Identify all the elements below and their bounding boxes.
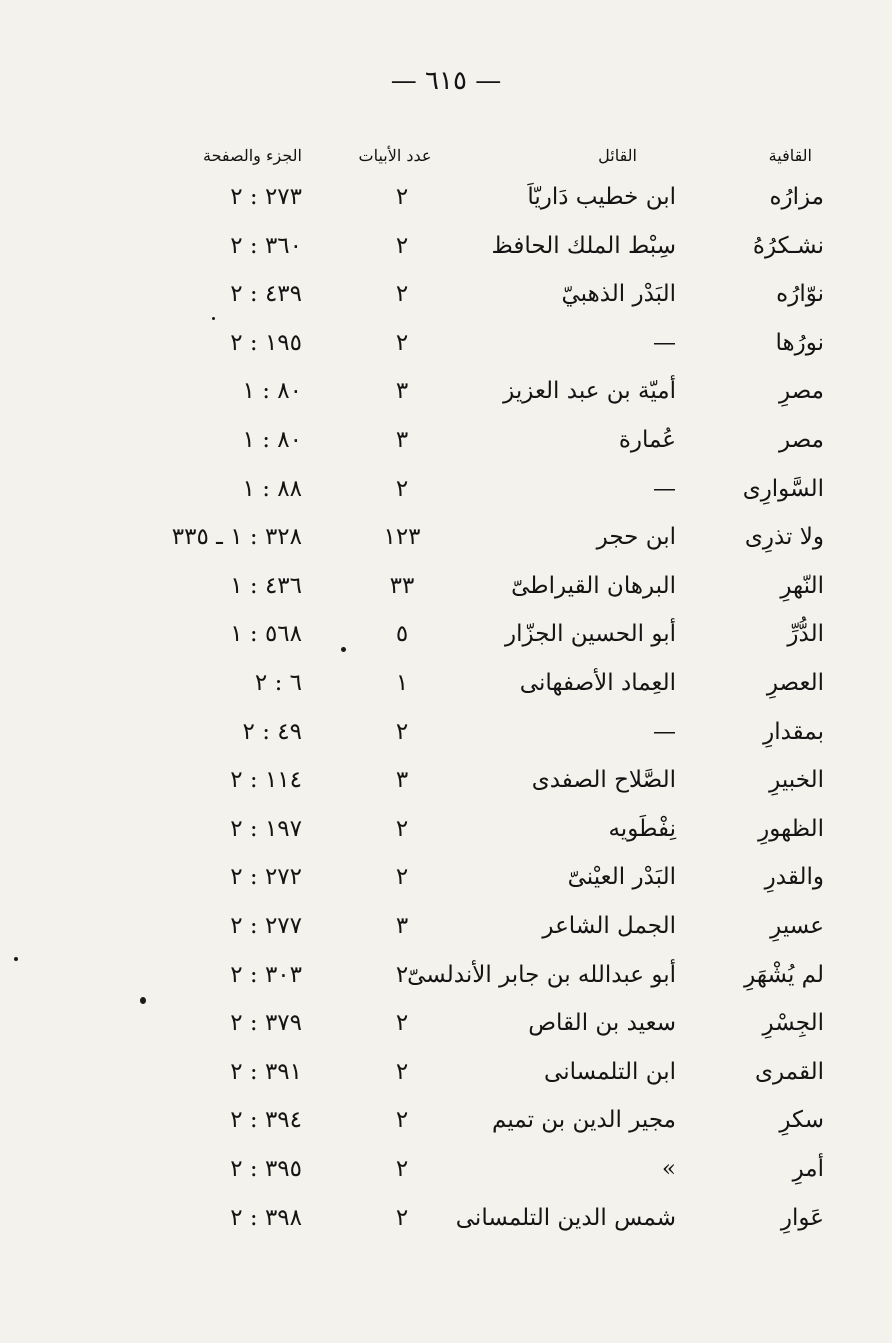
verses-cell: ٣: [395, 767, 409, 794]
rhyme-cell: مزارُه: [769, 184, 824, 210]
header-rhyme: القافية: [768, 146, 812, 165]
rhyme-cell: عَوارِ: [780, 1204, 824, 1231]
poet-cell: البرهان القيراطىّ: [511, 572, 676, 599]
table-row: [0, 470, 892, 518]
rhyme-cell: الظهورِ: [758, 815, 824, 842]
rhyme-cell: والقدرِ: [764, 864, 824, 891]
table-row: [0, 810, 892, 858]
table-row: [0, 1199, 892, 1247]
header-poet: القائل: [598, 146, 637, 165]
table-row: [0, 178, 892, 226]
reference-cell: ٨٨ : ١: [242, 475, 302, 502]
table-row: [0, 956, 892, 1004]
rhyme-cell: مصر: [779, 427, 824, 453]
table-row: [0, 372, 892, 420]
reference-cell: ٣٩٨ : ٢: [230, 1204, 302, 1231]
reference-cell: ٢٧٢ : ٢: [230, 864, 302, 891]
verses-cell: ٢: [395, 281, 409, 308]
ink-speck: [14, 957, 18, 961]
verses-cell: ٥: [395, 621, 409, 648]
table-row: [0, 518, 892, 566]
rhyme-cell: لم يُشْهَرِ: [744, 961, 824, 988]
reference-cell: ٤٣٩ : ٢: [230, 281, 302, 308]
table-row: [0, 858, 892, 906]
table-row: [0, 421, 892, 469]
rhyme-cell: سكرِ: [779, 1107, 824, 1134]
header-verses: عدد الأبيات: [358, 146, 432, 165]
rhyme-cell: نشـكرُهُ: [752, 232, 824, 259]
verses-cell: ٣: [395, 427, 409, 453]
poet-cell: أبو الحسين الجزّار: [505, 621, 676, 648]
table-row: [0, 1150, 892, 1198]
reference-cell: ٢٧٧ : ٢: [230, 913, 302, 939]
reference-cell: ٣٩٥ : ٢: [230, 1156, 302, 1182]
verses-cell: ٣: [395, 913, 409, 939]
header-reference: الجزء والصفحة: [202, 146, 302, 165]
poet-cell: الصَّلاح الصفدى: [531, 767, 676, 794]
verses-cell: ١: [395, 670, 409, 696]
poet-cell: سِبْط الملك الحافظ: [491, 232, 676, 259]
table-row: [0, 615, 892, 663]
rhyme-cell: نوّارُه: [776, 281, 824, 308]
verses-cell: ٣٣: [389, 572, 415, 599]
poet-cell: أبو عبدالله بن جابر الأندلسىّ: [407, 961, 676, 988]
verses-cell: ٢: [395, 815, 409, 842]
poet-cell: —: [653, 718, 676, 745]
verses-cell: ٢: [395, 1156, 409, 1182]
reference-cell: ٨٠ : ١: [242, 378, 302, 405]
verses-cell: ١٢٣: [383, 524, 421, 551]
poet-cell: البَدْر الذهبيّ: [561, 281, 676, 308]
poet-cell: نِفْطَويه: [608, 815, 676, 842]
rhyme-cell: السَّوارِى: [742, 475, 824, 502]
rhyme-cell: أمرِ: [792, 1156, 824, 1182]
rhyme-cell: الدُّرِّ: [787, 621, 824, 648]
poet-cell: العِماد الأصفهانى: [519, 670, 676, 696]
verses-cell: ٢: [395, 1010, 409, 1037]
verses-cell: ٢: [395, 864, 409, 891]
poet-cell: عُمارة: [618, 427, 676, 453]
table-row: [0, 227, 892, 275]
rhyme-cell: نورُها: [775, 329, 824, 356]
reference-cell: ١٩٧ : ٢: [230, 815, 302, 842]
verses-cell: ٣: [395, 378, 409, 405]
poet-cell: البَدْر العيْنىّ: [567, 864, 676, 891]
poet-cell: —: [653, 475, 676, 502]
reference-cell: ٤٣٦ : ١: [230, 572, 302, 599]
reference-cell: ٢٧٣ : ٢: [230, 184, 302, 210]
table-row: [0, 713, 892, 761]
reference-cell: ٣٧٩ : ٢: [230, 1010, 302, 1037]
reference-cell: ٨٠ : ١: [242, 427, 302, 453]
verses-cell: ٢: [395, 961, 409, 988]
rhyme-cell: العصرِ: [766, 670, 824, 696]
verses-cell: ٢: [395, 718, 409, 745]
rhyme-cell: مصرِ: [779, 378, 824, 405]
reference-cell: ٣٢٨ : ١ ـ ٣٣٥: [171, 524, 302, 551]
rhyme-cell: القمرى: [754, 1058, 824, 1085]
poet-cell: الجمل الشاعر: [542, 913, 676, 939]
reference-cell: ٣٦٠ : ٢: [230, 232, 302, 259]
reference-cell: ١١٤ : ٢: [230, 767, 302, 794]
ink-speck: [341, 647, 346, 652]
page-number: — ٦١٥ —: [390, 66, 502, 96]
table-row: [0, 664, 892, 712]
reference-cell: ٥٦٨ : ١: [230, 621, 302, 648]
verses-cell: ٢: [395, 232, 409, 259]
reference-cell: ٣٩٤ : ٢: [230, 1107, 302, 1134]
table-row: [0, 907, 892, 955]
rhyme-cell: بمقدارِ: [763, 718, 824, 745]
table-row: [0, 1101, 892, 1149]
poet-cell: سعيد بن القاص: [528, 1010, 676, 1037]
poet-cell: ابن حجر: [596, 524, 676, 551]
verses-cell: ٢: [395, 475, 409, 502]
verses-cell: ٢: [395, 1204, 409, 1231]
poet-cell: أميّة بن عبد العزيز: [503, 378, 676, 405]
rhyme-cell: الخبيرِ: [769, 767, 824, 794]
verses-cell: ٢: [395, 1107, 409, 1134]
table-row: [0, 567, 892, 615]
rhyme-cell: ولا تذرِى: [744, 524, 824, 551]
reference-cell: ١٩٥ : ٢: [230, 329, 302, 356]
ink-speck: [212, 317, 215, 320]
table-row: [0, 275, 892, 323]
table-row: [0, 1004, 892, 1052]
poet-cell: ابن التلمسانى: [544, 1058, 676, 1085]
rhyme-cell: الجِسْرِ: [762, 1010, 824, 1037]
poet-cell: ابن خطيب دَاريّاَ: [527, 184, 676, 210]
verses-cell: ٢: [395, 329, 409, 356]
poet-cell: »: [661, 1156, 676, 1182]
table-header: [0, 142, 892, 172]
reference-cell: ٣٠٣ : ٢: [230, 961, 302, 988]
rhyme-cell: عسيرِ: [770, 913, 824, 939]
table-row: [0, 761, 892, 809]
poet-cell: مجير الدين بن تميم: [492, 1107, 676, 1134]
ink-speck: [140, 997, 146, 1004]
rhyme-cell: النّهرِ: [780, 572, 824, 599]
verses-cell: ٢: [395, 1058, 409, 1085]
table-row: [0, 1053, 892, 1101]
reference-cell: ٦ : ٢: [254, 670, 302, 696]
reference-cell: ٣٩١ : ٢: [230, 1058, 302, 1085]
poet-cell: شمس الدين التلمسانى: [455, 1204, 676, 1231]
poet-cell: —: [653, 329, 676, 356]
verses-cell: ٢: [395, 184, 409, 210]
table-row: [0, 324, 892, 372]
reference-cell: ٤٩ : ٢: [242, 718, 302, 745]
